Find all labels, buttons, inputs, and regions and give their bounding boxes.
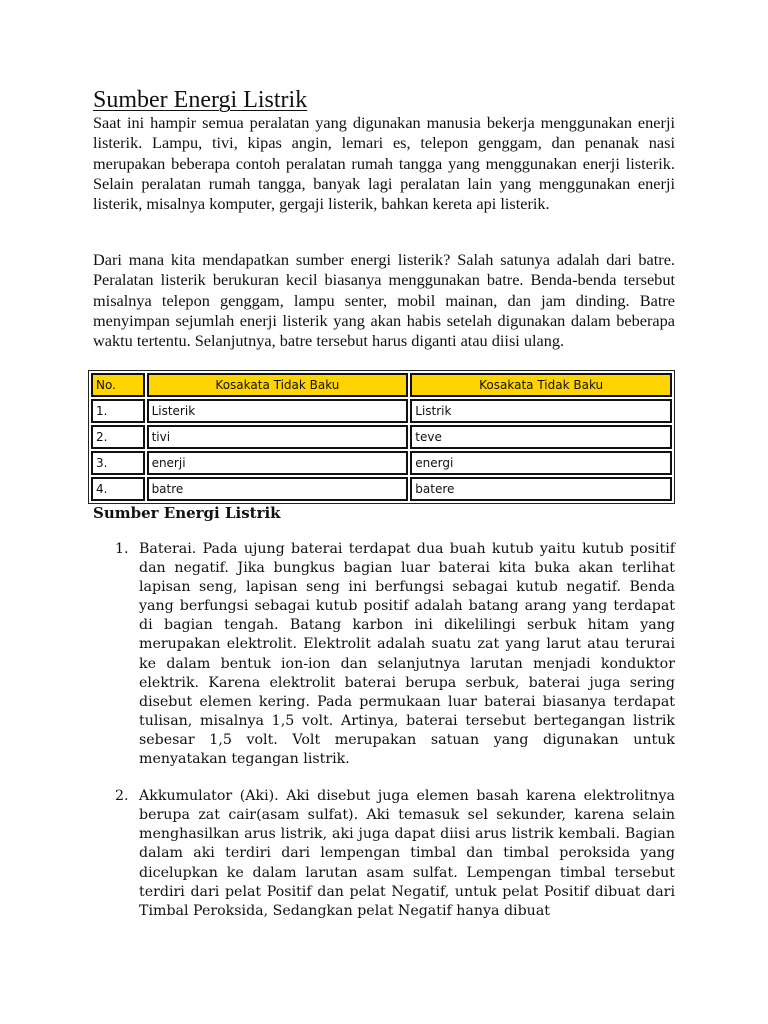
- list-item-text: Baterai. Pada ujung baterai terdapat dua buah kutub yaitu kutub positif dan negatif. Jika bungkus bagian luar baterai kita buka akan terlihat lapisan seng, lapisan seng ini berfungsi sebagai kutub negatif. Benda yang berfungsi sebagai kutub positif adalah batang arang yang terdapat di bagian tengah. Batang karbon ini dikelilingi serbuk hitam yang merupakan elektrolit. Elektrolit adalah suatu zat yang larut atau terurai ke dalam bentuk ion-ion dan selanjutnya larutan menjadi konduktor elektrik. Karena elektrolit baterai berupa serbuk, baterai juga sering disebut elemen kering. Pada permukaan luar baterai biasanya terdapat tulisan, misalnya 1,5 volt. Artinya, baterai tersebut bertegangan listrik sebesar 1,5 volt. Volt merupakan satuan yang digunakan untuk menyatakan tegangan listrik.: [139, 541, 675, 768]
- table-cell-nonstandard: tivi: [147, 425, 409, 449]
- list-item: [115, 787, 675, 921]
- table-row: [91, 477, 672, 501]
- section-heading: Sumber Energi Listrik: [93, 504, 281, 522]
- table-row: [91, 451, 672, 475]
- table-cell-no: 4.: [91, 477, 145, 501]
- table-row: [91, 399, 672, 423]
- document-title: Sumber Energi Listrik: [93, 87, 308, 113]
- list-item: [115, 540, 675, 769]
- table-cell-nonstandard: batre: [147, 477, 409, 501]
- table-cell-standard: teve: [410, 425, 672, 449]
- intro-paragraph: Saat ini hampir semua peralatan yang digunakan manusia bekerja menggunakan enerji listerik. Lampu, tivi, kipas angin, lemari es, telepon genggam, dan penanak nasi merupakan beberapa contoh peralatan rumah tangga yang menggunakan enerji listerik. Selain peralatan rumah tangga, banyak lagi peralatan lain yang menggunakan enerji listerik, misalnya komputer, gergaji listerik, bahkan kereta api listerik.: [93, 113, 675, 214]
- table-header-no: No.: [91, 373, 145, 397]
- battery-paragraph: Dari mana kita mendapatkan sumber energi listerik? Salah satunya adalah dari batre. Peralatan listerik berukuran kecil biasanya menggunakan batre. Benda-benda tersebut misalnya telepon genggam, lampu senter, mobil mainan, dan jam dinding. Batre menyimpan sejumlah enerji listerik yang akan habis setelah digunakan dalam beberapa waktu tertentu. Selanjutnya, batre tersebut harus diganti atau diisi ulang.: [93, 250, 675, 351]
- table-cell-nonstandard: enerji: [147, 451, 409, 475]
- table-cell-no: 1.: [91, 399, 145, 423]
- table-cell-standard: batere: [410, 477, 672, 501]
- list-item-text: Akkumulator (Aki). Aki disebut juga elemen basah karena elektrolitnya berupa zat cair(asam sulfat). Aki temasuk sel sekunder, karena selain menghasilkan arus listrik, aki juga dapat diisi arus listrik kembali. Bagian dalam aki terdiri dari lempengan timbal dan timbal peroksida yang dicelupkan ke dalam larutan asam sulfat. Lempengan timbal tersebut terdiri dari pelat Positif dan pelat Negatif, untuk pelat Positif dibuat dari Timbal Peroksida, Sedangkan pelat Negatif hanya dibuat: [139, 788, 675, 919]
- list-item-number: 2.: [115, 788, 129, 805]
- table-cell-standard: energi: [410, 451, 672, 475]
- table-header-standard: Kosakata Tidak Baku: [410, 373, 672, 397]
- vocabulary-table: [88, 370, 675, 504]
- table-cell-standard: Listrik: [410, 399, 672, 423]
- table-header-nonstandard: Kosakata Tidak Baku: [147, 373, 409, 397]
- table-row: [91, 425, 672, 449]
- table-header-row: [91, 373, 672, 397]
- table-cell-no: 3.: [91, 451, 145, 475]
- list-item-number: 1.: [115, 541, 129, 557]
- table-cell-no: 2.: [91, 425, 145, 449]
- energy-source-list: [115, 540, 675, 921]
- table-cell-nonstandard: Listerik: [147, 399, 409, 423]
